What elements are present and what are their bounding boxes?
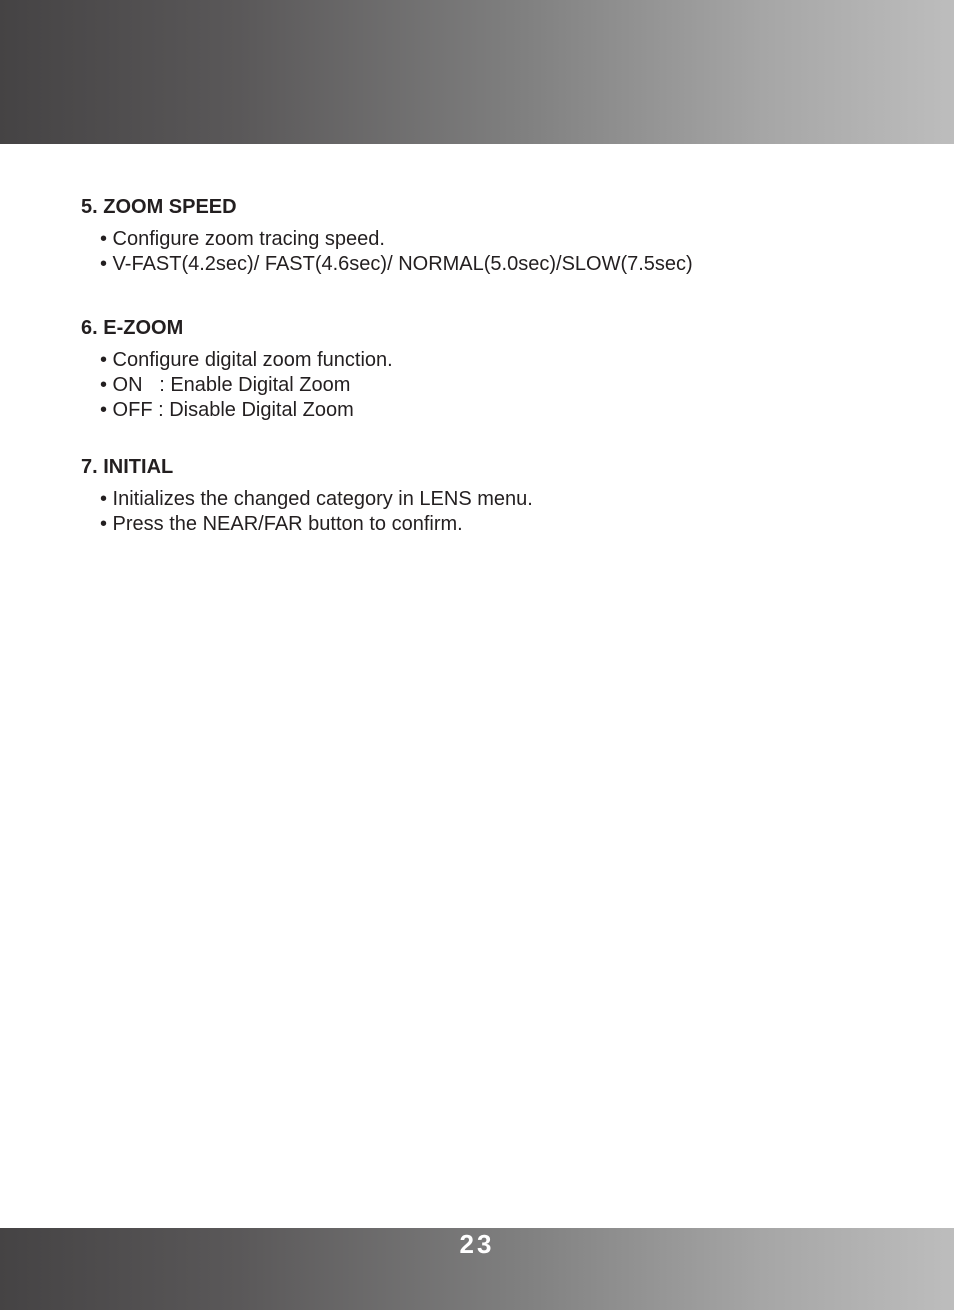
page-number: 23 xyxy=(459,1229,495,1259)
bullet-item: • OFF : Disable Digital Zoom xyxy=(100,399,354,421)
section-zoom-speed xyxy=(81,194,901,277)
bullet-list xyxy=(81,348,901,423)
header-band xyxy=(0,0,954,144)
section-heading: 5. ZOOM SPEED xyxy=(81,196,237,218)
bullet-item: • Configure zoom tracing speed. xyxy=(100,228,385,250)
bullet-item: • V-FAST(4.2sec)/ FAST(4.6sec)/ NORMAL(5.0sec)/SLOW(7.5sec) xyxy=(100,253,693,275)
manual-content xyxy=(81,194,901,537)
bullet-list xyxy=(81,487,901,537)
bullet-item: • ON : Enable Digital Zoom xyxy=(100,374,351,396)
bullet-list xyxy=(81,227,901,277)
section-e-zoom xyxy=(81,315,901,423)
section-initial xyxy=(81,454,901,537)
bullet-item: • Press the NEAR/FAR button to confirm. xyxy=(100,513,463,535)
section-heading: 6. E-ZOOM xyxy=(81,317,184,339)
bullet-item: • Configure digital zoom function. xyxy=(100,349,393,371)
bullet-item: • Initializes the changed category in LENS menu. xyxy=(100,488,533,510)
section-heading: 7. INITIAL xyxy=(81,456,174,478)
